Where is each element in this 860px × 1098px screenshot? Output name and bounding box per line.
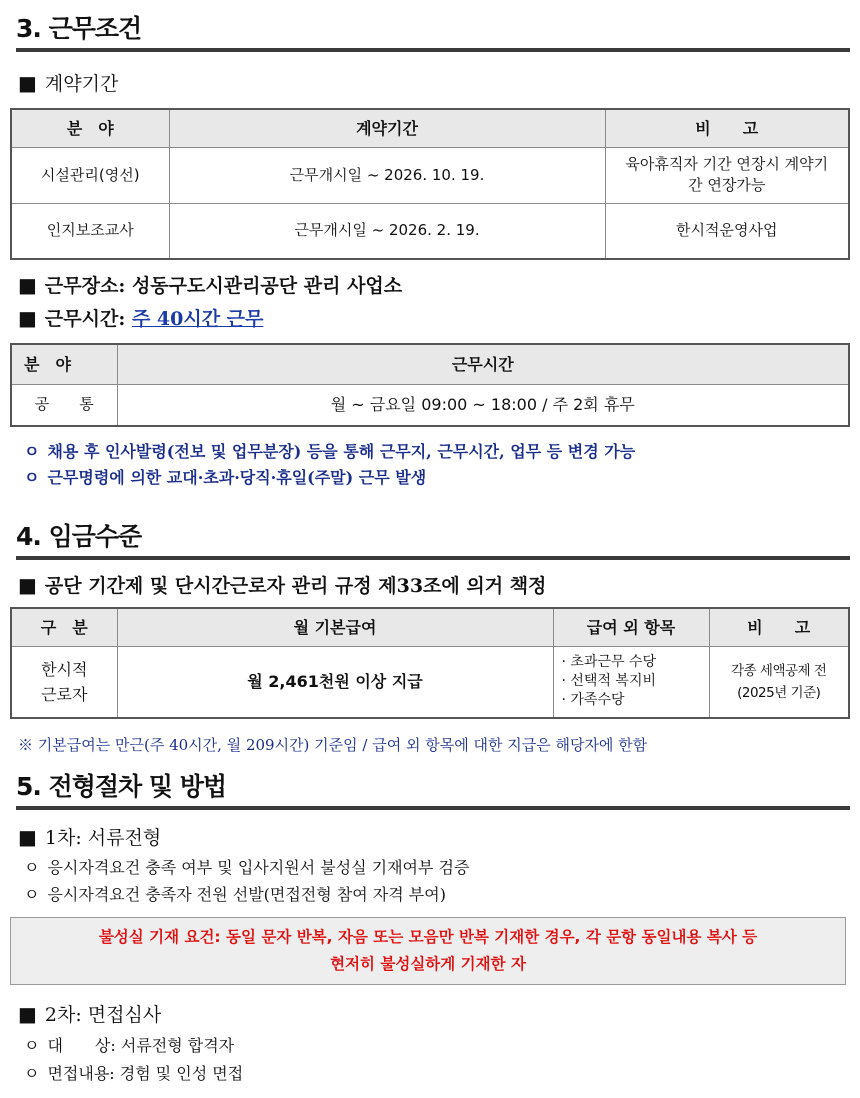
square-bullet-icon: ■: [18, 306, 37, 330]
header-work-hours: 근무시간: [117, 344, 849, 384]
step1-note: ㅇ 응시자격요건 충족자 전원 선발(면접전형 참여 자격 부여): [24, 885, 446, 904]
extra-item: · 초과근무 수당: [561, 654, 656, 671]
table-row: [11, 646, 849, 718]
header-contract-period: 계약기간: [169, 109, 605, 147]
work-location-label: 근무장소:: [44, 275, 132, 297]
square-bullet-icon: ■: [18, 1002, 37, 1026]
table-row: [11, 203, 849, 259]
cell-remark: 한시적운영사업: [605, 203, 849, 259]
header-category: 구 분: [11, 608, 117, 646]
section-4-header: [16, 522, 850, 560]
circle-bullet-icon: ㅇ: [24, 885, 40, 904]
table-row: [11, 384, 849, 426]
extra-item: · 선택적 복지비: [561, 673, 656, 690]
square-bullet-icon: ■: [18, 825, 37, 849]
cell-hours: 월 ~ 금요일 09:00 ~ 18:00 / 주 2회 휴무: [117, 384, 849, 426]
note-transfer: ㅇ 채용 후 인사발령(전보 및 업무분장) 등을 통해 근무지, 근무시간, 업무 등 변경 가능: [24, 442, 636, 461]
table-header-row: [11, 608, 849, 646]
warning-line: 불성실 기재 요건: 동일 문자 반복, 자음 또는 모음만 반복 기재한 경우, 각 문항 동일내용 복사 등: [98, 928, 758, 946]
work-hours-table: [10, 343, 850, 427]
cell-field: 인지보조교사: [11, 203, 169, 259]
step2-heading: ■ 2차: 면접심사: [18, 1002, 162, 1026]
section-5-header: [16, 772, 850, 810]
insincere-entry-warning: [10, 917, 846, 985]
step1-heading: ■ 1차: 서류전형: [18, 825, 162, 849]
wage-table: [10, 607, 850, 719]
section-4-title: 4. 임금수준: [16, 522, 850, 560]
contract-period-table: [10, 108, 850, 260]
work-location-line: [18, 272, 402, 299]
work-hours-line: [18, 305, 263, 332]
cell-salary: 월 2,461천원 이상 지급: [117, 646, 553, 718]
header-extra-items: 급여 외 항목: [553, 608, 709, 646]
note-shift-work: ㅇ 근무명령에 의한 교대·초과·당직·휴일(주말) 근무 발생: [24, 468, 427, 487]
section-3-header: [16, 14, 850, 52]
circle-bullet-icon: ㅇ: [24, 442, 40, 461]
extra-item: · 가족수당: [561, 692, 625, 709]
warning-line: 현저히 불성실하게 기재한 자: [330, 955, 526, 973]
section-3-title: 3. 근무조건: [16, 14, 850, 52]
table-row: [11, 147, 849, 203]
cell-remark: 육아휴직자 기간 연장시 계약기간 연장가능: [605, 147, 849, 203]
table-header-row: [11, 344, 849, 384]
table-header-row: [11, 109, 849, 147]
header-field: 분 야: [11, 109, 169, 147]
header-remarks: 비 고: [709, 608, 849, 646]
square-bullet-icon: ■: [18, 71, 37, 95]
header-base-salary: 월 기본급여: [117, 608, 553, 646]
work-hours-value: 주 40시간 근무: [131, 308, 264, 330]
cell-category: 한시적 근로자: [11, 646, 117, 718]
circle-bullet-icon: ㅇ: [24, 468, 40, 487]
cell-remark: 각종 세액공제 전 (2025년 기준): [709, 646, 849, 718]
work-location-value: 성동구도시관리공단 관리 사업소: [131, 275, 403, 297]
contract-period-heading: ■ 계약기간: [18, 71, 119, 95]
header-remarks: 비 고: [605, 109, 849, 147]
work-hours-label: 근무시간:: [44, 308, 132, 330]
cell-extra-items: [553, 646, 709, 718]
circle-bullet-icon: ㅇ: [24, 858, 40, 877]
wage-footnote: ※ 기본급여는 만근(주 40시간, 월 209시간) 기준임 / 급여 외 항목에 대한 지급은 해당자에 한함: [18, 736, 648, 754]
cell-field: 공 통: [11, 384, 117, 426]
cell-period: 근무개시일 ~ 2026. 10. 19.: [169, 147, 605, 203]
circle-bullet-icon: ㅇ: [24, 1064, 40, 1083]
step1-note: ㅇ 응시자격요건 충족 여부 및 입사지원서 불성실 기재여부 검증: [24, 858, 470, 877]
cell-field: 시설관리(영선): [11, 147, 169, 203]
square-bullet-icon: ■: [18, 273, 37, 297]
step2-note: ㅇ 면접내용: 경험 및 인성 면접: [24, 1064, 244, 1083]
step2-note: ㅇ 대 상: 서류전형 합격자: [24, 1036, 235, 1055]
cell-period: 근무개시일 ~ 2026. 2. 19.: [169, 203, 605, 259]
circle-bullet-icon: ㅇ: [24, 1036, 40, 1055]
wage-regulation-heading: ■ 공단 기간제 및 단시간근로자 관리 규정 제33조에 의거 책정: [18, 573, 547, 597]
square-bullet-icon: ■: [18, 573, 37, 597]
header-field: 분 야: [11, 344, 117, 384]
section-5-title: 5. 전형절차 및 방법: [16, 772, 850, 810]
